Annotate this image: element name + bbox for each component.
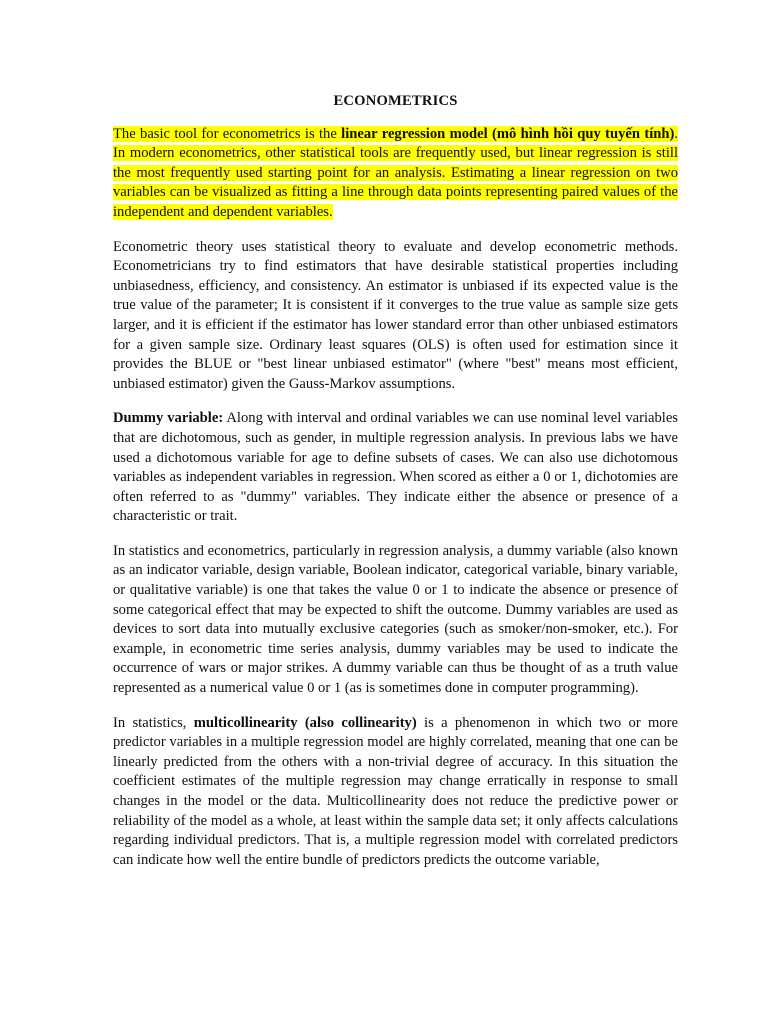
- paragraph-dummy-variable: Dummy variable: Along with interval and ordinal variables we can use nominal level variables that are dichotomous, such as gender, in multiple regression analysis. In previous labs we have used a dichotomous variable for age to define subsets of cases. We can also use dichotomous variables as independent variables in regression. When scored as either a 0 or 1, dichotomies are often referred to as "dummy" variables. They indicate either the absence or presence of a characteristic or trait.: [113, 410, 678, 525]
- bold-term-linear-regression: linear regression model (mô hình hồi quy tuyến tính): [341, 125, 675, 142]
- bold-term-dummy-variable: Dummy variable:: [113, 410, 224, 427]
- paragraph-dummy-definition: In statistics and econometrics, particularly in regression analysis, a dummy variable (also known as an indicator variable, design variable, Boolean indicator, categorical variable, binary variable, or qualitative variable) is one that takes the value 0 or 1 to indicate the absence or presence of some categorical effect that may be expected to shift the outcome. Dummy variables are used as devices to sort data into mutually exclusive categories (such as smoker/non-smoker, etc.). For example, in econometric time series analysis, dummy variables may be used to indicate the occurrence of wars or major strikes. A dummy variable can thus be thought of as a truth value represented as a numerical value 0 or 1 (as is sometimes done in computer programming).: [113, 542, 678, 697]
- bold-term-multicollinearity: multicollinearity (also collinearity): [193, 714, 417, 731]
- page-title: ECONOMETRICS: [333, 93, 458, 109]
- paragraph-linear-regression: [113, 125, 678, 223]
- paragraph-multicollinearity: In statistics, multicollinearity (also collinearity) is a phenomenon in which two or more predictor variables in a multiple regression model are highly correlated, meaning that one can be linearly predicted from the others with a non-trivial degree of accuracy. In this situation the coefficient estimates of the multiple regression may change erratically in response to small changes in the model or the data. Multicollinearity does not reduce the predictive power or reliability of the model as a whole, at least within the sample data set; it only affects calculations regarding individual predictors. That is, a multiple regression model with correlated predictors can indicate how well the entire bundle of predictors predicts the outcome variable,: [113, 714, 678, 868]
- document-body: [113, 92, 678, 885]
- paragraph-econometric-theory: Econometric theory uses statistical theory to evaluate and develop econometric methods. Econometricians try to find estimators that have desirable statistical properties including unbiasedness, efficiency, and consistency. An estimator is unbiased if its expected value is the true value of the parameter; It is consistent if it converges to the true value as sample size gets larger, and it is efficient if the estimator has lower standard error than other unbiased estimators for a given sample size. Ordinary least squares (OLS) is often used for estimation since it provides the BLUE or "best linear unbiased estimator" (where "best" means most efficient, unbiased estimator) given the Gauss-Markov assumptions.: [113, 238, 678, 392]
- highlighted-text: The basic tool for econometrics is the linear regression model (mô hình hồi quy tuyến tính). In modern econometrics, other statistical tools are frequently used, but linear regression is still the most frequently used starting point for an analysis. Estimating a linear regression on two variables can be visualized as fitting a line through data points representing paired values of the independent and dependent variables.: [113, 125, 678, 220]
